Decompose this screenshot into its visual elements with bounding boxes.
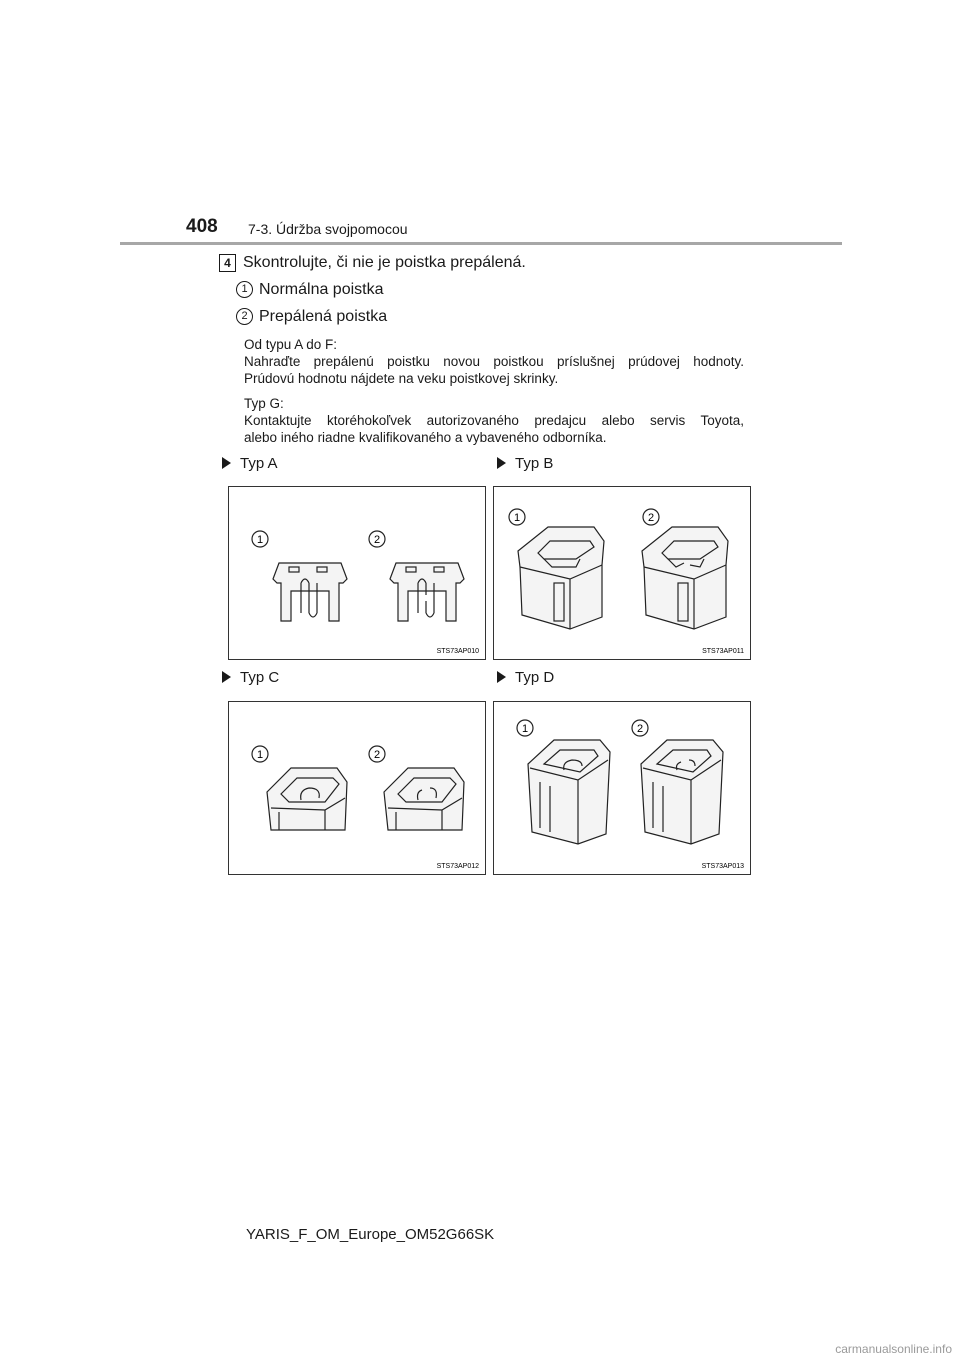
note-types-a-to-f	[244, 336, 744, 387]
blade-fuse-blown-icon	[390, 563, 464, 621]
fig-c-marker-1: 1	[256, 749, 264, 761]
arrow-right-icon	[497, 671, 506, 683]
figure-type-a	[228, 486, 486, 660]
fig-d-marker-1: 1	[521, 723, 529, 735]
fig-c-marker-2: 2	[373, 749, 381, 761]
type-b-label: Typ B	[497, 455, 553, 472]
note-heading: Od typu A do F:	[244, 337, 338, 352]
item-label-normal-fuse: Normálna poistka	[259, 281, 384, 298]
box-fuse-blown-icon	[641, 740, 723, 844]
type-a-label: Typ A	[222, 455, 278, 472]
plug-fuse-blown-icon	[384, 768, 464, 830]
arrow-right-icon	[222, 671, 231, 683]
page-number: 408	[186, 216, 218, 237]
section-title: 7-3. Údržba svojpomocou	[248, 221, 408, 237]
step-instruction: Skontrolujte, či nie je poistka prepálená.	[243, 254, 526, 271]
watermark: carmanualsonline.info	[835, 1342, 952, 1356]
note-heading: Typ G:	[244, 396, 284, 411]
type-d-label: Typ D	[497, 669, 554, 686]
header-rule	[120, 242, 842, 245]
plug-fuse-normal-icon	[267, 768, 347, 830]
type-c-label: Typ C	[222, 669, 279, 686]
note-line: Prúdovú hodnotu nájdete na veku poistkovej skrinky.	[244, 371, 559, 386]
figure-type-c	[228, 701, 486, 875]
blade-fuse-normal-icon	[273, 563, 347, 621]
fig-a-marker-1: 1	[256, 534, 264, 546]
figure-type-b	[493, 486, 751, 660]
fig-b-marker-2: 2	[647, 512, 655, 524]
note-line: Nahraďte prepálenú poistku novou poistkou príslušnej prúdovej hodnoty.	[244, 354, 744, 369]
arrow-right-icon	[497, 457, 506, 469]
document-footer: YARIS_F_OM_Europe_OM52G66SK	[246, 1226, 495, 1243]
fig-a-marker-2: 2	[373, 534, 381, 546]
fig-d-marker-2: 2	[636, 723, 644, 735]
item-marker-1: 1	[236, 281, 253, 298]
box-fuse-normal-icon	[528, 740, 610, 844]
cartridge-fuse-normal-icon	[518, 527, 604, 629]
item-marker-2: 2	[236, 308, 253, 325]
fig-b-marker-1: 1	[513, 512, 521, 524]
fig-d-code: STS73AP013	[701, 863, 744, 870]
figure-type-d	[493, 701, 751, 875]
note-type-g	[244, 395, 744, 446]
arrow-right-icon	[222, 457, 231, 469]
fig-c-code: STS73AP012	[436, 863, 479, 870]
cartridge-fuse-blown-icon	[642, 527, 728, 629]
fig-b-code: STS73AP011	[702, 648, 744, 655]
fig-a-code: STS73AP010	[436, 648, 479, 655]
step-number-box: 4	[219, 254, 236, 272]
note-line: Kontaktujte ktoréhokoľvek autorizovaného predajcu alebo servis Toyota,	[244, 413, 744, 428]
note-line: alebo iného riadne kvalifikovaného a vybaveného odborníka.	[244, 430, 607, 445]
item-label-blown-fuse: Prepálená poistka	[259, 308, 388, 325]
